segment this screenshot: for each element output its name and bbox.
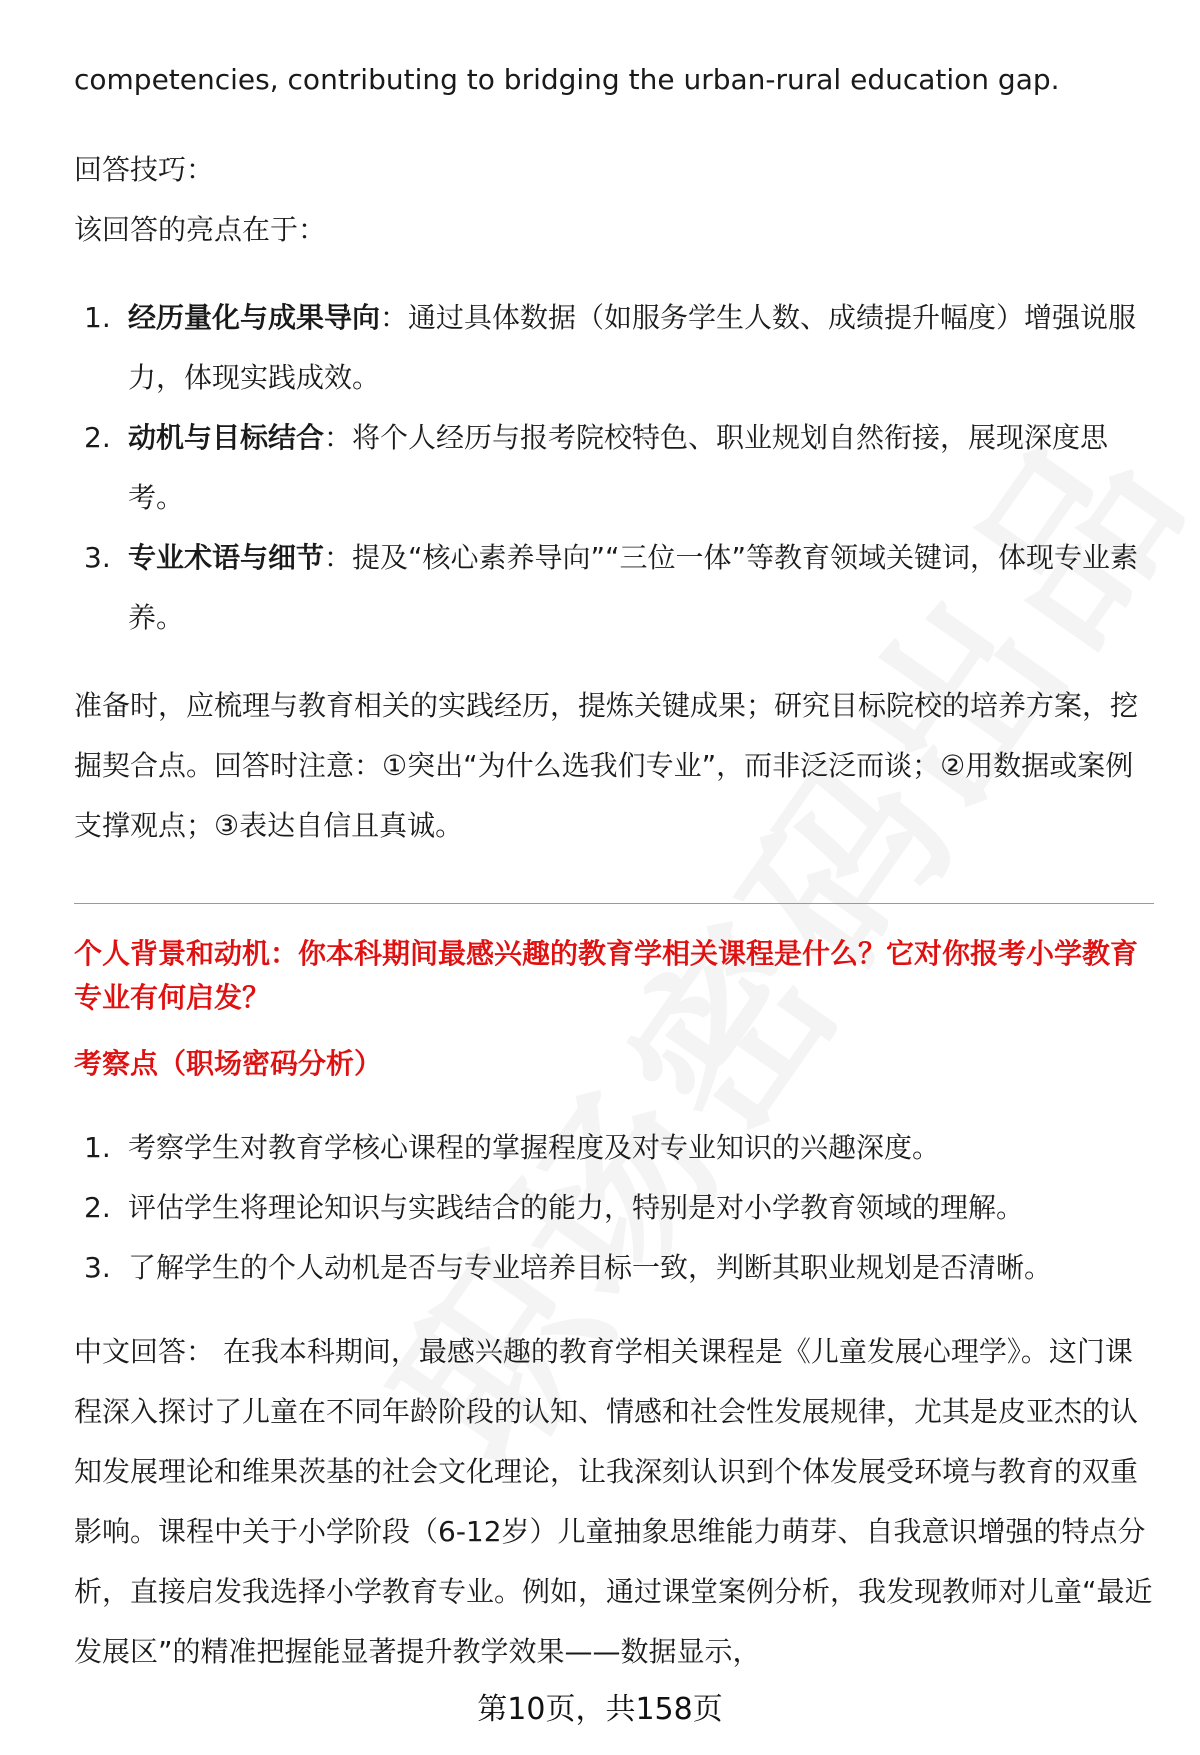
highlight-text: ：通过具体数据（如服务学生人数、成绩提升幅度）增强说服力，体现实践成效。	[128, 301, 1137, 394]
analysis-label: 考察点（职场密码分析）	[74, 1047, 383, 1080]
analysis-list	[74, 1118, 1154, 1298]
list-item	[74, 1178, 1154, 1238]
highlight-text: ：将个人经历与报考院校特色、职业规划自然衔接，展现深度思考。	[128, 421, 1109, 514]
answer-paragraph: 中文回答： 在我本科期间，最感兴趣的教育学相关课程是《儿童发展心理学》。这门课程深入探讨了儿童在不同年龄阶段的认知、情感和社会性发展规律，尤其是皮亚杰的认知发展理论和维果茨基的社会文化理论，让我深刻认识到个体发展受环境与教育的双重影响。课程中关于小学阶段（6-12岁）儿童抽象思维能力萌芽、自我意识增强的特点分析，直接启发我选择小学教育专业。例如，通过课堂案例分析，我发现教师对儿童“最近发展区”的精准把握能显著提升教学效果——数据显示，	[74, 1335, 1153, 1668]
list-item	[74, 1238, 1154, 1298]
highlights-list	[74, 288, 1154, 648]
list-number: 2.	[84, 421, 111, 454]
list-number: 3.	[84, 1251, 111, 1284]
list-number: 2.	[84, 1191, 111, 1224]
analysis-text: 评估学生将理论知识与实践结合的能力，特别是对小学教育领域的理解。	[128, 1191, 1025, 1224]
tips-intro: 该回答的亮点在于：	[74, 213, 327, 246]
list-item	[74, 288, 1154, 408]
list-number: 1.	[84, 301, 111, 334]
page-footer: 第10页，共158页	[477, 1692, 723, 1727]
prep-paragraph: 准备时，应梳理与教育相关的实践经历，提炼关键成果；研究目标院校的培养方案，挖掘契合点。回答时注意：①突出“为什么选我们专业”，而非泛泛而谈；②用数据或案例支撑观点；③表达自信且真诚。	[74, 689, 1139, 842]
highlight-text: ：提及“核心素养导向”“三位一体”等教育领域关键词，体现专业素养。	[128, 541, 1139, 634]
highlight-title: 经历量化与成果导向	[128, 301, 381, 334]
list-number: 3.	[84, 541, 111, 574]
list-item	[74, 408, 1154, 528]
analysis-text: 考察学生对教育学核心课程的掌握程度及对专业知识的兴趣深度。	[128, 1131, 941, 1164]
highlight-title: 动机与目标结合	[128, 421, 325, 454]
section-divider	[74, 903, 1154, 904]
list-item	[74, 528, 1154, 648]
list-item	[74, 1118, 1154, 1178]
question-title: 个人背景和动机：你本科期间最感兴趣的教育学相关课程是什么？它对你报考小学教育专业有何启发？	[74, 937, 1139, 1014]
highlight-title: 专业术语与细节	[128, 541, 325, 574]
list-number: 1.	[84, 1131, 111, 1164]
intro-line: competencies, contributing to bridging the urban-rural education gap.	[74, 63, 1060, 96]
analysis-text: 了解学生的个人动机是否与专业培养目标一致，判断其职业规划是否清晰。	[128, 1251, 1053, 1284]
tips-label: 回答技巧：	[74, 153, 215, 186]
